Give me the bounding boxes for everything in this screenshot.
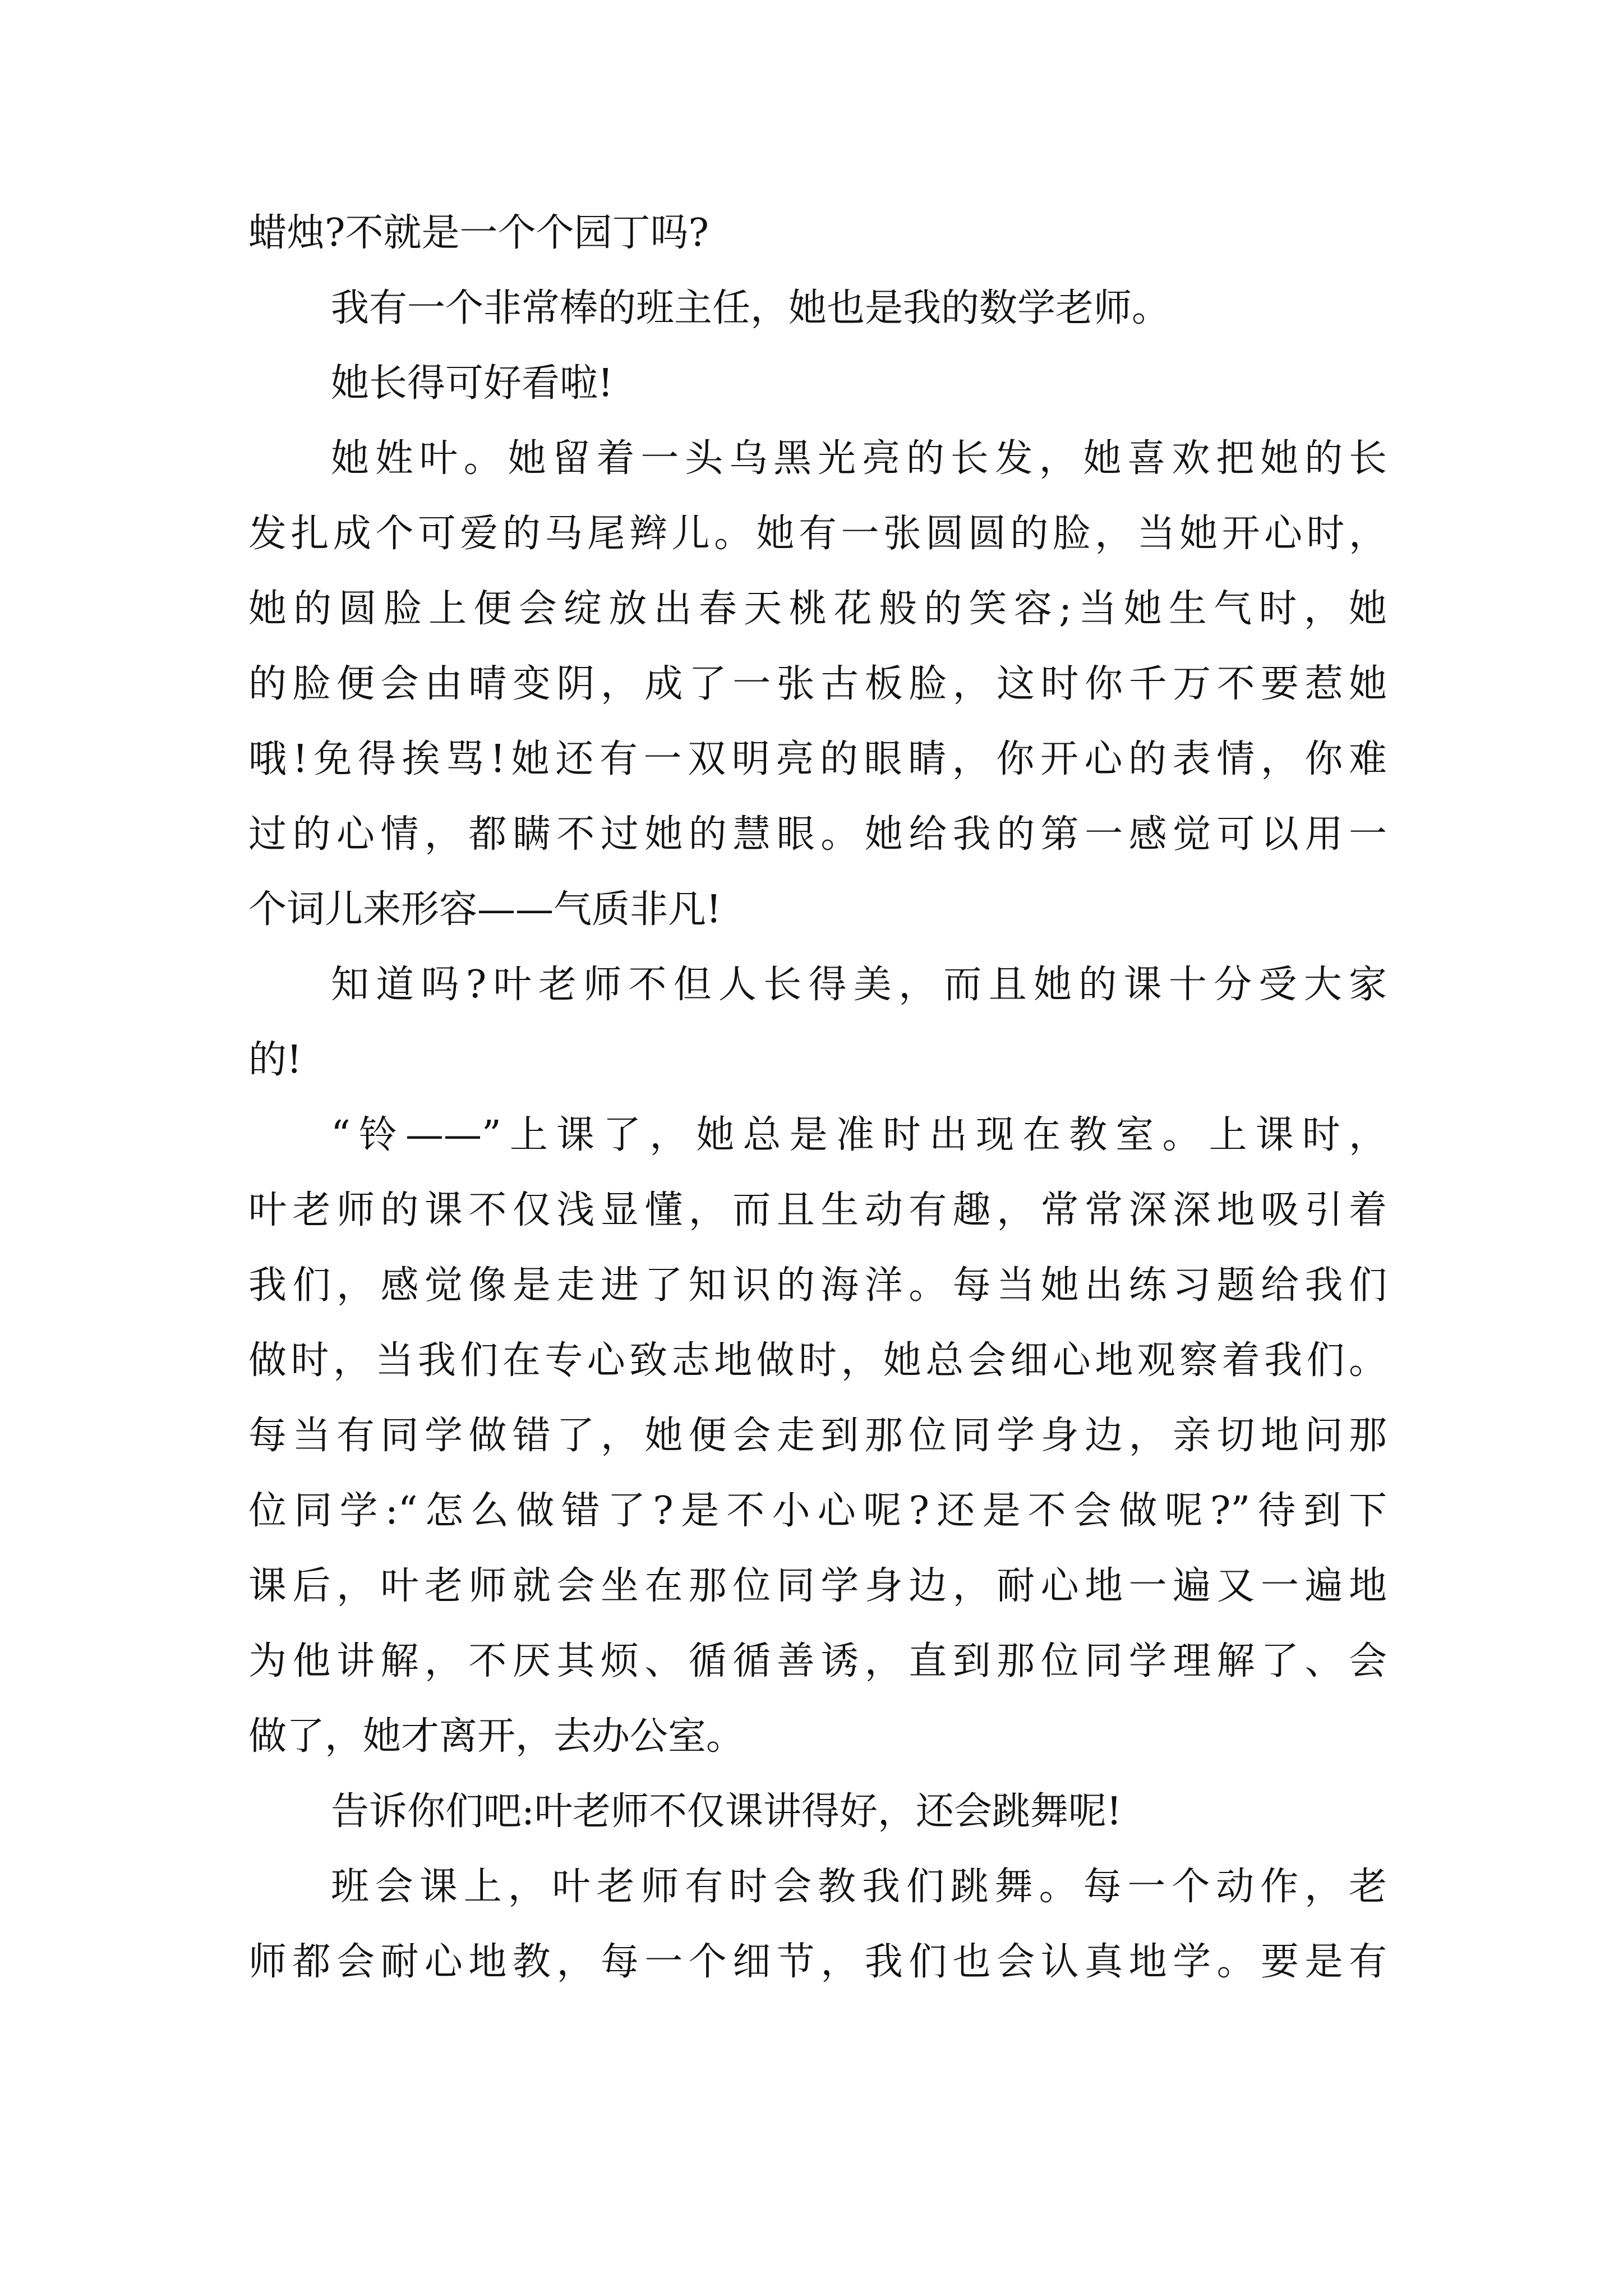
text-line: 哦!免得挨骂!她还有一双明亮的眼睛，你开心的表情，你难	[248, 737, 1387, 781]
text-line: 做了，她才离开，去办公室。	[248, 1714, 745, 1759]
text-line: 过的心情，都瞒不过她的慧眼。她给我的第一感觉可以用一	[248, 812, 1387, 857]
text-line: 做时，当我们在专心致志地做时，她总会细心地观察着我们。	[248, 1338, 1387, 1383]
paragraph-start: 知道吗?叶老师不但人长得美，而且她的课十分受大家	[331, 963, 1387, 1007]
text-line: 叶老师的课不仅浅显懂，而且生动有趣，常常深深地吸引着	[248, 1188, 1387, 1232]
paragraph-start: 告诉你们吧:叶老师不仅课讲得好，还会跳舞呢!	[331, 1789, 1122, 1834]
text-line: 我们，感觉像是走进了知识的海洋。每当她出练习题给我们	[248, 1263, 1387, 1308]
text-line: 为他讲解，不厌其烦、循循善诱，直到那位同学理解了、会	[248, 1639, 1387, 1683]
text-line: 师都会耐心地教，每一个细节，我们也会认真地学。要是有	[248, 1940, 1387, 1984]
paragraph-start: 我有一个非常棒的班主任，她也是我的数学老师。	[331, 286, 1170, 330]
paragraph-start: 她长得可好看啦!	[331, 361, 614, 406]
text-line: 她的圆脸上便会绽放出春天桃花般的笑容;当她生气时，她	[248, 587, 1387, 631]
text-line: 的!	[248, 1038, 302, 1082]
text-line: 位同学:“怎么做错了?是不小心呢?还是不会做呢?”待到下	[248, 1489, 1387, 1533]
paragraph-start: 她姓叶。她留着一头乌黑光亮的长发，她喜欢把她的长	[331, 436, 1387, 481]
text-line: 发扎成个可爱的马尾辫儿。她有一张圆圆的脸，当她开心时，	[248, 512, 1387, 556]
paragraph-start: 班会课上，叶老师有时会教我们跳舞。每一个动作，老	[331, 1865, 1387, 1909]
text-line: 每当有同学做错了，她便会走到那位同学身边，亲切地问那	[248, 1414, 1387, 1458]
text-line: 个词儿来形容——气质非凡!	[248, 887, 722, 932]
paragraph-start: “铃——”上课了，她总是准时出现在教室。上课时，	[331, 1113, 1387, 1157]
text-line: 课后，叶老师就会坐在那位同学身边，耐心地一遍又一遍地	[248, 1564, 1387, 1608]
text-line: 的脸便会由晴变阴，成了一张古板脸，这时你千万不要惹她	[248, 662, 1387, 706]
text-line: 蜡烛?不就是一个个园丁吗?	[248, 211, 709, 255]
